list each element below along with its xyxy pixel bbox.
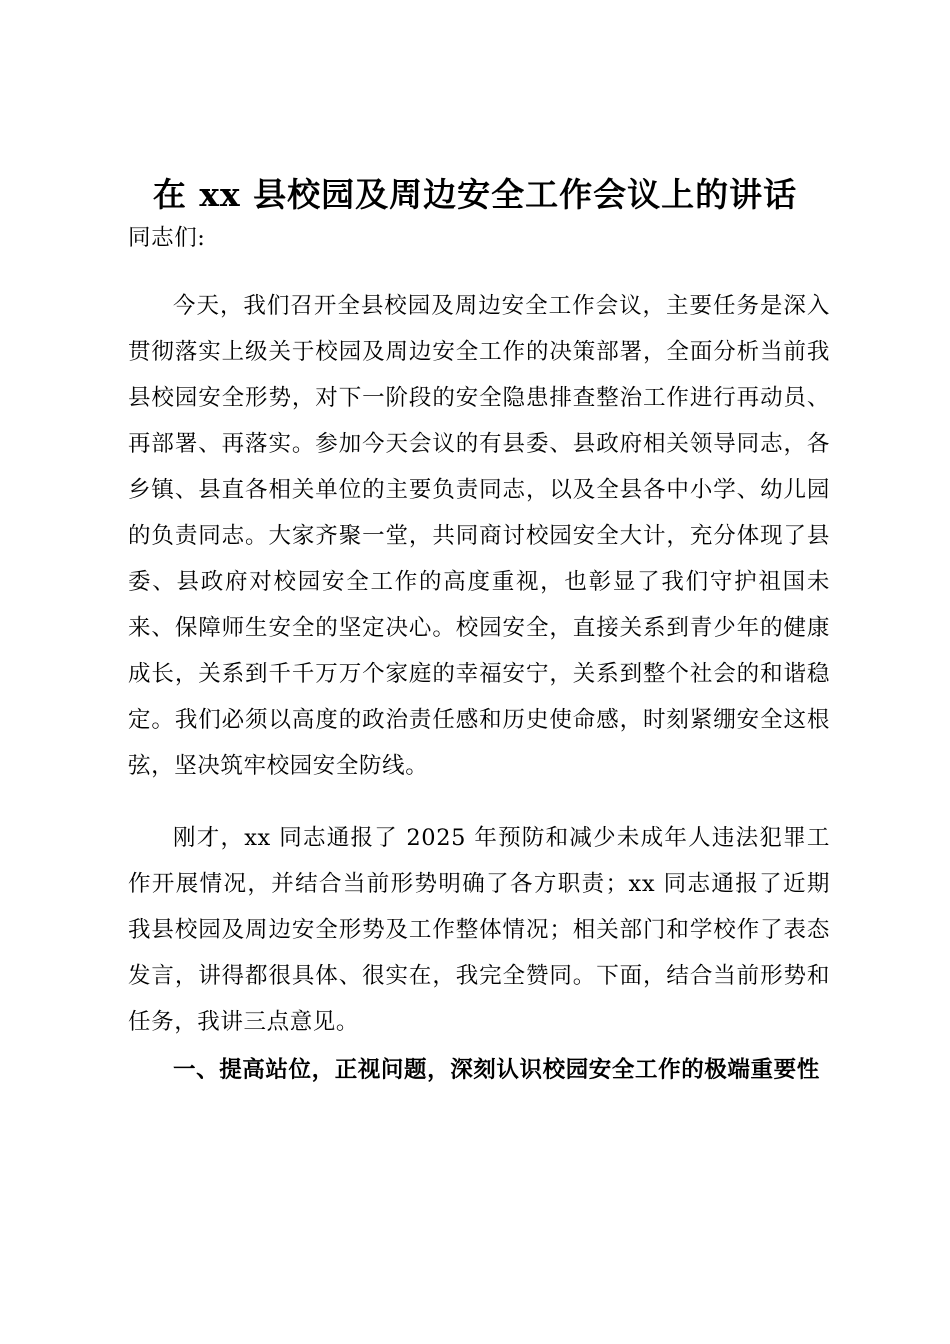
salutation: 同志们: (128, 225, 206, 251)
section-heading-1: 一、提高站位，正视问题，深刻认识校园安全工作的极端重要性 (173, 1057, 820, 1083)
paragraph-opening: 今天，我们召开全县校园及周边安全工作会议，主要任务是深入贯彻落实上级关于校园及周边安全工作的决策部署，全面分析当前我县校园安全形势，对下一阶段的安全隐患排查整治工作进行再动员、再部署、再落实。参加今天会议的有县委、县政府相关领导同志，各乡镇、县直各相关单位的主要负责同志，以及全县各中小学、幼儿园的负责同志。大家齐聚一堂，共同商讨校园安全大计，充分体现了县委、县政府对校园安全工作的高度重视，也彰显了我们守护祖国未来、保障师生安全的坚定决心。校园安全，直接关系到青少年的健康成长，关系到千千万万个家庭的幸福安宁，关系到整个社会的和谐稳定。我们必须以高度的政治责任感和历史使命感，时刻紧绷安全这根弦，坚决筑牢校园安全防线。 (128, 293, 830, 779)
document-title: 在 xx 县校园及周边安全工作会议上的讲话 (152, 175, 798, 214)
paragraph-reports: 刚才，xx 同志通报了 2025 年预防和减少未成年人违法犯罪工作开展情况，并结合当前形势明确了各方职责；xx 同志通报了近期我县校园及周边安全形势及工作整体情况；相关部门和学校作了表态发言，讲得都很具体、很实在，我完全赞同。下面，结合当前形势和任务，我讲三点意见。 (128, 825, 830, 1035)
